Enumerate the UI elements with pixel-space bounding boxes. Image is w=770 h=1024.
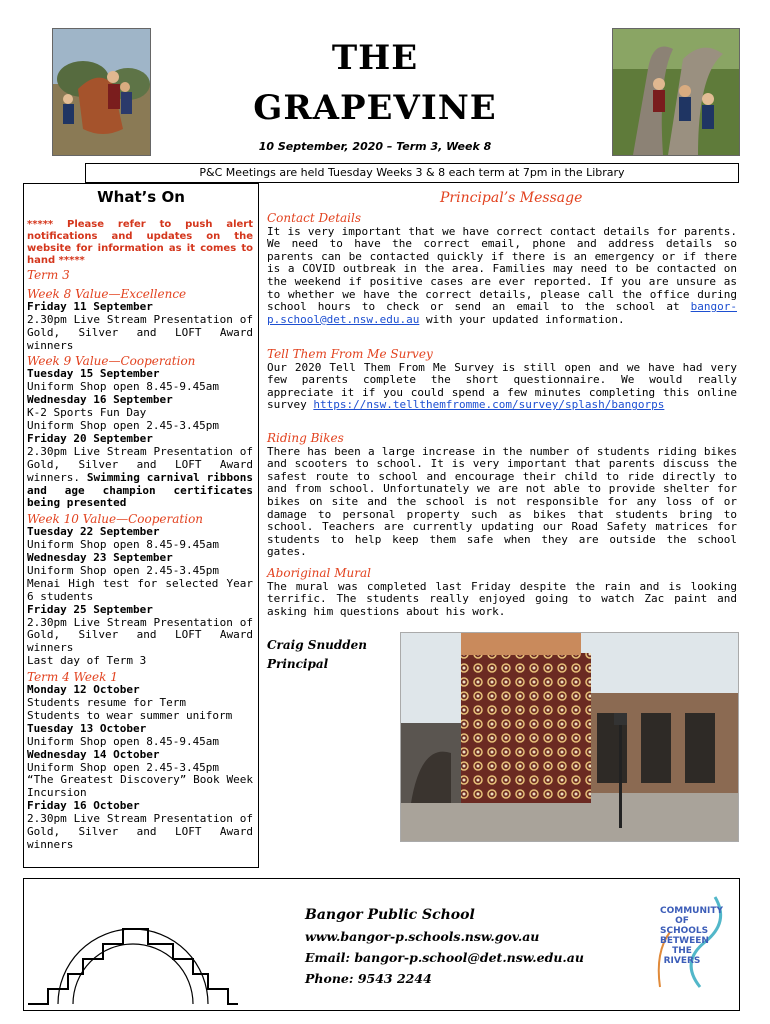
event-day: Monday 12 October <box>27 683 140 697</box>
survey-section <box>267 348 737 412</box>
survey-link[interactable]: https://nsw.tellthemfromme.com/survey/splash/bangorps <box>313 398 665 412</box>
event-text: Uniform Shop open 8.45-9.45am <box>27 538 220 552</box>
principal-title: Principal <box>267 657 329 671</box>
term3-heading: Term 3 <box>27 268 70 282</box>
newsletter-title-line1: THE <box>331 38 419 78</box>
push-alert-notice: ***** Please refer to push alert notifications and updates on the website for information as it comes to hand ***** <box>27 219 253 266</box>
event-day: Wednesday 23 September <box>27 551 173 565</box>
event-day: Tuesday 13 October <box>27 721 147 735</box>
event-text: Menai High test for selected Year 6 students <box>27 576 253 603</box>
term4-heading: Term 4 Week 1 <box>27 670 118 685</box>
event-text: Uniform Shop open 8.45-9.45am <box>27 380 220 394</box>
event-text: Last day of Term 3 <box>27 654 147 668</box>
school-email[interactable]: Email: bangor-p.school@det.nsw.edu.au <box>305 950 584 965</box>
bikes-text: There has been a large increase in the number of students riding bikes and scooters to school. It is very important that parents discuss the safest route to school and encourage their child to ride directly to and from school. Unfortunately we are not able to provide shelter for bikes on site and the school is not responsible for any loss of or damage to personal property such as bikes that students bring to school. Teachers are currently updating our Road Safety matrices for students to help keep them safe when they are outside the school gates. <box>267 444 737 559</box>
contact-text: It is very important that we have correct contact details for parents. We need to have the correct email, phone and address details so parents can be contacted quickly if there is an emergency or if there is a COVID outbreak in the area. Families may need to be contacted on the weekend if positive cases are ever reported. If you are unsure as to whether we have the correct details, please call the office during school hours to check or send an email to the school at bangor-p.school@det.nsw.edu.au with your updated information. <box>267 224 737 326</box>
event-text: “The Greatest Discovery” Book Week Incursion <box>27 773 253 800</box>
week8-heading: Week 8 Value—Excellence <box>27 286 187 301</box>
school-website[interactable]: www.bangor-p.schools.nsw.gov.au <box>305 929 540 944</box>
event-day: Tuesday 15 September <box>27 367 160 381</box>
bikes-heading: Riding Bikes <box>267 431 344 445</box>
newsletter-title-line2: GRAPEVINE <box>253 88 497 128</box>
event-day: Friday 20 September <box>27 431 153 445</box>
event-text: 2.30pm Live Stream Presentation of Gold, Silver and LOFT Award winners <box>27 812 253 851</box>
principals-message-heading: Principal’s Message <box>440 190 583 206</box>
event-day: Friday 11 September <box>27 299 153 313</box>
survey-heading: Tell Them From Me Survey <box>267 347 433 361</box>
mural-text: The mural was completed last Friday despite the rain and is looking terrific. The students really enjoyed going to watch Zac paint and asking him questions about his work. <box>267 579 737 618</box>
contact-section <box>267 212 737 326</box>
event-day: Wednesday 14 October <box>27 747 160 761</box>
school-contact <box>305 905 584 989</box>
sunrise-logo <box>28 884 238 1013</box>
event-day: Friday 16 October <box>27 799 140 813</box>
whats-on-list <box>27 268 253 852</box>
students-photo-left <box>52 28 151 156</box>
week9-heading: Week 9 Value—Cooperation <box>27 354 196 369</box>
contact-heading: Contact Details <box>267 211 362 225</box>
event-day: Friday 25 September <box>27 602 153 616</box>
mural-heading: Aboriginal Mural <box>267 566 371 580</box>
event-text: Uniform Shop open 2.45-3.45pm <box>27 760 220 774</box>
principal-name: Craig Snudden <box>267 638 368 652</box>
school-email-link[interactable]: bangor-p.school@det.nsw.edu.au <box>267 300 737 326</box>
event-text: 2.30pm Live Stream Presentation of Gold, Silver and LOFT Award winners. Swimming carnival ribbons and age champion certificates being presented <box>27 444 253 510</box>
event-text: 2.30pm Live Stream Presentation of Gold, Silver and LOFT Award winners <box>27 312 253 352</box>
meetings-banner: P&C Meetings are held Tuesday Weeks 3 & 8 each term at 7pm in the Library <box>85 163 739 183</box>
event-text: Uniform Shop open 2.45-3.45pm <box>27 418 220 432</box>
school-phone: Phone: 9543 2244 <box>305 971 432 986</box>
event-text: Uniform Shop open 2.45-3.45pm <box>27 563 220 577</box>
survey-text: Our 2020 Tell Them From Me Survey is still open and we have had very few parents complete the short questionnaire. We would really appreciate it if you could spend a few minutes completing this online survey https://nsw.tellthemfromme.com/survey/splash/bangorps <box>267 360 737 412</box>
event-text: K-2 Sports Fun Day <box>27 406 147 420</box>
swimming-ribbons-text: Swimming carnival ribbons and age champion certificates being presented <box>27 470 253 510</box>
bikes-section <box>267 432 737 559</box>
event-text: Uniform Shop open 8.45-9.45am <box>27 734 220 748</box>
event-text: Students resume for Term <box>27 696 186 709</box>
whats-on-heading: What’s On <box>97 188 185 206</box>
issue-date: 10 September, 2020 – Term 3, Week 8 <box>258 140 492 153</box>
mural-photo <box>400 632 739 842</box>
week10-heading: Week 10 Value—Cooperation <box>27 512 204 527</box>
mural-section <box>267 567 737 618</box>
event-day: Tuesday 22 September <box>27 525 160 539</box>
event-day: Wednesday 16 September <box>27 393 173 407</box>
school-name: Bangor Public School <box>305 907 475 923</box>
principal-signature <box>267 636 367 674</box>
community-schools-logo-text: COMMUNITY OF SCHOOLS BETWEEN THE RIVERS <box>660 906 724 966</box>
event-text: Students to wear summer uniform <box>27 708 233 722</box>
students-photo-right <box>612 28 740 156</box>
event-text: 2.30pm Live Stream Presentation of Gold, Silver and LOFT Award winners <box>27 615 253 655</box>
